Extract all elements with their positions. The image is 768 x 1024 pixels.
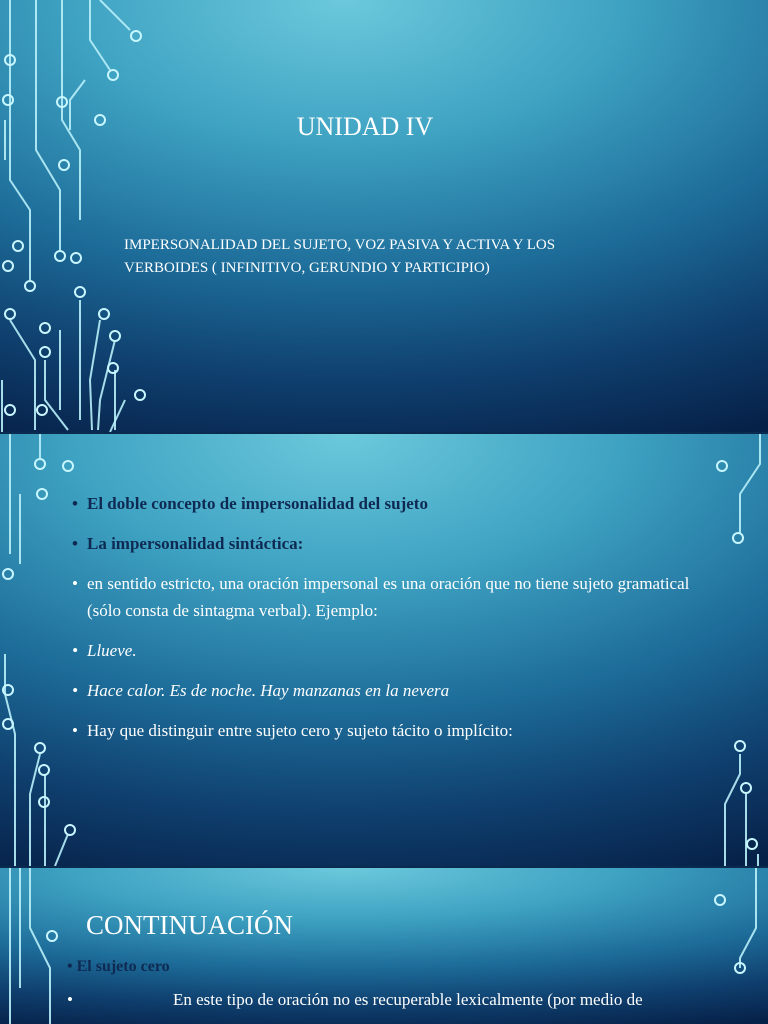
slide-subtitle: IMPERSONALIDAD DEL SUJETO, VOZ PASIVA Y ACTIVA Y LOS VERBOIDES ( INFINITIVO, GERUNDIO Y PARTICIPIO) xyxy=(124,237,556,276)
bullet-list xyxy=(72,490,712,757)
slide-title: UNIDAD IV xyxy=(296,112,434,141)
list-item: • Hay que distinguir entre sujeto cero y sujeto tácito o implícito: xyxy=(72,717,712,744)
circuit-decoration-left xyxy=(0,0,160,432)
slide-3-title: CONTINUACIÓN xyxy=(86,910,293,940)
list-item: • Hace calor. Es de noche. Hay manzanas en la nevera xyxy=(72,677,712,704)
list-item: • La impersonalidad sintáctica: xyxy=(72,530,712,557)
circuit-decoration-right xyxy=(700,868,768,1024)
list-item: • El sujeto cero xyxy=(67,958,170,975)
list-item: • en sentido estricto, una oración impersonal es una oración que no tiene sujeto gramatical (sólo consta de sintagma verbal). Ejemplo: xyxy=(72,570,712,624)
list-item: • En este tipo de oración no es recuperable lexicalmente (por medio de xyxy=(67,990,643,1009)
slide-1 xyxy=(0,0,768,432)
list-item: • Llueve. xyxy=(72,637,712,664)
circuit-decoration-left xyxy=(0,868,70,1024)
list-item: • El doble concepto de impersonalidad del sujeto xyxy=(72,490,712,517)
